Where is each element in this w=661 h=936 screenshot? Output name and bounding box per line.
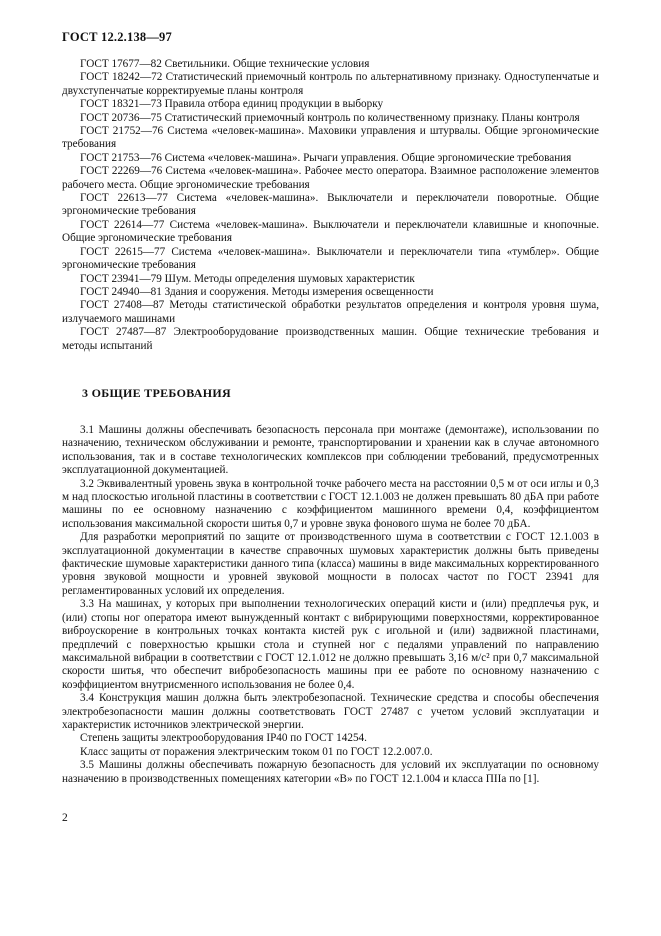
reference-item: ГОСТ 18242—72 Статистический приемочный контроль по альтернативному признаку. Одноступенчатые и двухступенчатые корректируемые планы контроля — [62, 71, 599, 97]
paragraph: Класс защиты от поражения электрическим током 01 по ГОСТ 12.2.007.0. — [80, 745, 433, 758]
reference-item: ГОСТ 27487—87 Электрооборудование производственных машин. Общие технические требования и методы испытаний — [62, 326, 599, 352]
reference-item: ГОСТ 22615—77 Система «человек-машина». Выключатели и переключатели типа «тумблер». Общие эргономические требования — [62, 245, 599, 272]
document-header: ГОСТ 12.2.138—97 — [62, 30, 172, 44]
paragraph: 3.1 Машины должны обеспечивать безопасность персонала при монтаже (демонтаже), использовании по назначению, техническом обслуживании и ремонте, транспортировании и хранении как в случае автономного использования, так и в составе технологических комплексов при соблюдении требований, предусмотренных эксплуатационной документацией. — [62, 424, 599, 477]
page-number: 2 — [62, 812, 68, 824]
reference-item: ГОСТ 27408—87 Методы статистической обработки результатов определения и контроля уровня шума, излучаемого машинами — [62, 299, 599, 325]
paragraph: 3.4 Конструкция машин должна быть электробезопасной. Технические средства и способы обеспечения электробезопасности машин должны соответствовать ГОСТ 27487 с учетом условий эксплуатации и характеристик источников электрической энергии. — [62, 692, 599, 731]
paragraph: Для разработки мероприятий по защите от производственного шума в соответствии с ГОСТ 12.1.003 в эксплуатационной документации в качестве справочных шумовых характеристик должны быть приведены фактические шумовые характеристики данного типа (класса) машины в виде максимальных корректированного уровня звуковой мощности и уровней звуковой мощности в полосах частот по ГОСТ 23941 для регламентированных условий их определения. — [62, 531, 599, 597]
section-title: 3 ОБЩИЕ ТРЕБОВАНИЯ — [82, 386, 231, 400]
reference-item: ГОСТ 23941—79 Шум. Методы определения шумовых характеристик — [80, 272, 415, 285]
reference-item: ГОСТ 20736—75 Статистический приемочный контроль по количественному признаку. Планы контроля — [80, 111, 580, 124]
reference-item: ГОСТ 22614—77 Система «человек-машина». Выключатели и переключатели клавишные и кнопочные. Общие эргономические требования — [62, 218, 599, 245]
reference-item: ГОСТ 22269—76 Система «человек-машина». Рабочее место оператора. Взаимное расположение элементов рабочего места. Общие эргономические требования — [62, 165, 599, 191]
paragraph: 3.2 Эквивалентный уровень звука в контрольной точке рабочего места на расстоянии 0,5 м от оси иглы и 0,3 м над плоскостью игольной пластины в соответствии с ГОСТ 12.1.003 не должен превышать 80 дБА при работе машины по ее основному назначению с коэффициентом машинного времени 0,4, коэффициентом использования максимальной скорости шитья 0,7 и уровне звука фонового шума не более 70 дБА. — [62, 477, 599, 530]
section-body — [62, 424, 599, 786]
reference-item: ГОСТ 21752—76 Система «человек-машина». Маховики управления и штурвалы. Общие эргономические требования — [62, 125, 599, 151]
normative-references-list — [62, 58, 599, 353]
reference-item: ГОСТ 22613—77 Система «человек-машина». Выключатели и переключатели поворотные. Общие эргономические требования — [62, 192, 599, 218]
reference-item: ГОСТ 21753—76 Система «человек-машина». Рычаги управления. Общие эргономические требования — [80, 151, 572, 164]
paragraph: Степень защиты электрооборудования IP40 по ГОСТ 14254. — [80, 732, 367, 745]
reference-item: ГОСТ 24940—81 Здания и сооружения. Методы измерения освещенности — [80, 285, 434, 298]
paragraph: 3.3 На машинах, у которых при выполнении технологических операций кисти и (или) предплечья рук, и (или) стопы ног оператора имеют вынужденный контакт с вибрирующими поверхностями, корректированное виброускорение в контрольных точках контакта кистей рук с игольной и (или) задвижной пластинами, предплечий с поверхностью крышки стола и ступней ног с педалями управлений по направлению максимальной вибрации в соответствии с ГОСТ 12.1.012 не должно превышать 3,16 м/с² при 0,7 максимальной скорости шитья, что обеспечит вибробезопасность машины при ее работе по основному назначению с коэффициентом внутрисменного использования не более 0,4. — [62, 598, 599, 691]
reference-item: ГОСТ 17677—82 Светильники. Общие технические условия — [80, 58, 370, 70]
paragraph: 3.5 Машины должны обеспечивать пожарную безопасность для условий их эксплуатации по основному назначению в производственных помещениях категории «В» по ГОСТ 12.1.004 и класса ПIIа по [1]. — [62, 759, 599, 785]
reference-item: ГОСТ 18321—73 Правила отбора единиц продукции в выборку — [80, 98, 384, 111]
